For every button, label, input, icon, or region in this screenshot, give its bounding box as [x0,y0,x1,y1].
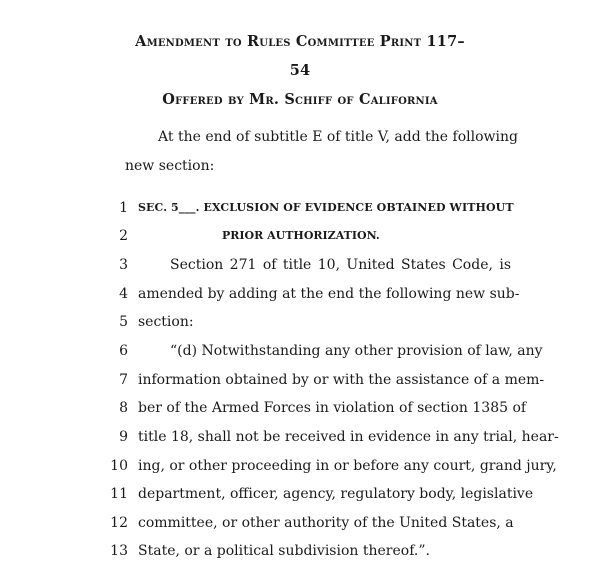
line-text: “(d) Notwithstanding any other provision of law, any [170,343,543,359]
line-2 [0,226,600,246]
line-8 [0,398,600,418]
line-text: Section 271 of title 10, United States Code, is [170,257,511,273]
line-4 [0,284,600,304]
line-number: 3 [119,257,128,273]
line-number: 13 [110,543,128,559]
line-number: 6 [119,343,128,359]
line-3 [0,255,600,275]
line-9 [0,427,600,447]
line-number: 1 [119,200,128,216]
line-number: 9 [119,429,128,445]
line-7 [0,370,600,390]
line-number: 11 [110,486,128,502]
line-text: title 18, shall not be received in evidence in any trial, hear- [138,429,559,445]
intro-line-2: new section: [125,158,215,174]
line-text: committee, or other authority of the United States, a [138,515,514,531]
intro-line-1: At the end of subtitle E of title V, add the following [158,129,518,145]
line-text: State, or a political subdivision thereof.”. [138,543,430,559]
line-5 [0,312,600,332]
line-number: 7 [119,372,128,388]
line-12 [0,513,600,533]
line-1 [0,198,600,218]
line-11 [0,484,600,504]
line-6 [0,341,600,361]
line-number: 10 [110,458,128,474]
section-heading-continued: PRIOR AUTHORIZATION. [222,229,380,242]
line-number: 12 [110,515,128,531]
line-number: 5 [119,314,128,330]
line-13 [0,541,600,561]
line-number: 4 [119,286,128,302]
line-number: 2 [119,228,128,244]
line-text: ber of the Armed Forces in violation of section 1385 of [138,400,527,416]
amendment-title-text: Amendment to Rules Committee Print 117– [135,33,465,50]
amendment-print-number: 54 [289,62,311,79]
section-heading: SEC. 5___. EXCLUSION OF EVIDENCE OBTAINED WITHOUT [138,201,514,214]
line-text: amended by adding at the end the following new sub- [138,286,520,302]
line-number: 8 [119,400,128,416]
line-text: ing, or other proceeding in or before any court, grand jury, [138,458,557,474]
line-10 [0,456,600,476]
line-text: section: [138,314,194,330]
line-text: department, officer, agency, regulatory body, legislative [138,486,534,502]
amendment-subtitle-text: Offered by Mr. Schiff of California [162,91,438,108]
line-text: information obtained by or with the assistance of a mem- [138,372,545,388]
